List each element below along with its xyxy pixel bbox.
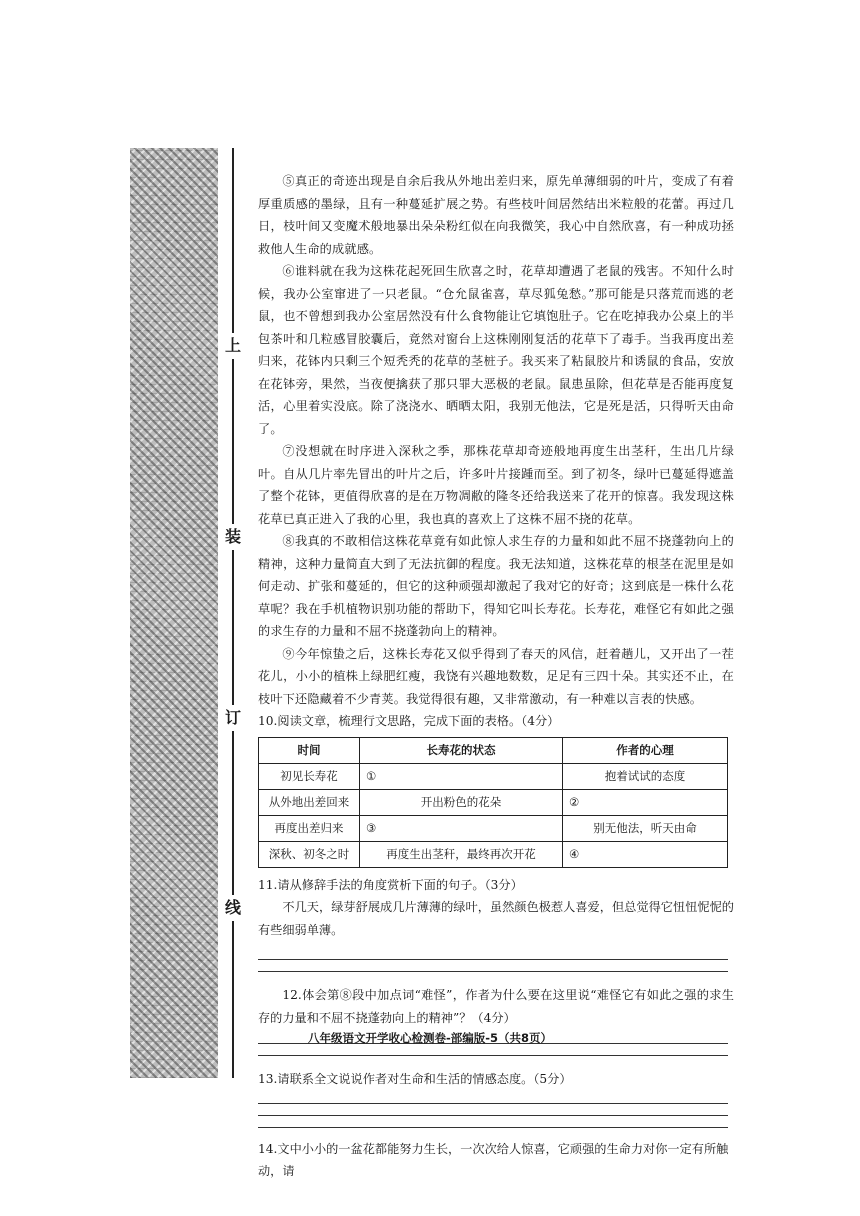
question-10-title: 10.阅读文章，梳理行文思路，完成下面的表格。（4分）: [258, 714, 560, 728]
binding-strip-pattern: [130, 148, 218, 1078]
row-time: 再度出差归来: [259, 815, 360, 841]
question-11-sentence: 不几天，绿芽舒展成几片薄薄的绿叶，虽然颜色极惹人喜爱，但总觉得它忸忸怩怩的有些细弱单薄。: [258, 900, 734, 937]
row-state: 再度生出茎秆，最终再次开花: [360, 841, 563, 867]
answer-blank-4[interactable]: ④: [563, 841, 728, 867]
question-14-title: 14.文中小小的一盆花都能努力生长，一次次给人惊喜，它顽强的生命力对你一定有所触动，请: [258, 1141, 729, 1178]
header-mood: 作者的心理: [563, 737, 728, 763]
binding-char-xian: 线: [218, 895, 248, 921]
header-state: 长寿花的状态: [360, 737, 563, 763]
table-row: [259, 789, 728, 815]
table-header-row: [259, 737, 728, 763]
paragraph-7: ⑦没想就在时序进入深秋之季，那株花草却奇迹般地再度生出茎秆，生出几片绿叶。自从几片率先冒出的叶片之后，许多叶片接踵而至。到了初冬，绿叶已蔓延得遮盖了整个花钵，更值得欣喜的是在万物凋敝的隆冬还给我送来了花开的惊喜。我发现这株花草已真正进入了我的心里，我也真的喜欢上了这株不屈不挠的花草。: [258, 444, 734, 526]
answer-line[interactable]: [258, 1055, 728, 1056]
table-row: [259, 815, 728, 841]
answer-line[interactable]: [258, 1127, 728, 1128]
paragraph-6: ⑥谁料就在我为这株花起死回生欣喜之时，花草却遭遇了老鼠的残害。不知什么时候，我办公室窜进了一只老鼠。“仓允鼠雀喜，草尽狐兔愁。”那可能是只落荒而逃的老鼠，也不曾想到我办公室居然没有什么食物能让它填饱肚子。它在吃掉我办公桌上的半包茶叶和几粒感冒胶囊后，竟然对窗台上这株刚刚复活的花草下了毒手。当我再度出差归来，花钵内只剩三个短秃秃的花草的茎桩子。我买来了粘鼠胶片和诱鼠的食品，安放在花钵旁，果然，当夜便擒获了那只罪大恶极的老鼠。鼠患虽除，但花草是否能再度复活，心里着实没底。除了浇浇水、晒晒太阳，我别无他法，它是死是活，只得听天由命了。: [258, 264, 734, 436]
row-time: 深秋、初冬之时: [259, 841, 360, 867]
answer-blank-1[interactable]: ①: [360, 763, 563, 789]
binding-char-ding: 订: [218, 705, 248, 731]
row-mood: 别无他法，听天由命: [563, 815, 728, 841]
binding-char-zhuang: 装: [218, 524, 248, 550]
table-row: [259, 841, 728, 867]
paragraph-5: ⑤真正的奇迹出现是自余后我从外地出差归来，原先单薄细弱的叶片，变成了有着厚重质感的墨绿，且有一种蔓延扩展之势。有些枝叶间居然结出米粒般的花蕾。再过几日，枝叶间又变魔术般地暴出朵朵粉红似在向我微笑，我心中自然欣喜，有一种成功拯救他人生命的成就感。: [258, 174, 734, 256]
row-mood: 抱着试试的态度: [563, 763, 728, 789]
answer-blank-2[interactable]: ②: [563, 789, 728, 815]
header-time: 时间: [259, 737, 360, 763]
answer-line[interactable]: [258, 971, 728, 972]
question-13-title: 13.请联系全文说说作者对生命和生活的情感态度。（5分）: [258, 1072, 572, 1086]
binding-line: [232, 148, 234, 1078]
page-footer: 八年级语文开学收心检测卷-部编版-5（共8页）: [307, 1031, 553, 1045]
row-time: 从外地出差回来: [259, 789, 360, 815]
paragraph-8: ⑧我真的不敢相信这株花草竟有如此惊人求生存的力量和如此不屈不挠蓬勃向上的精神，这种力量简直大到了无法抗御的程度。我无法知道，这株花草的根茎在泥里是如何走动、扩张和蔓延的，但它的这种顽强却激起了我对它的好奇；这到底是一株什么花草呢？我在手机植物识别功能的帮助下，得知它叫长寿花。长寿花，难怪它有如此之强的求生存的力量和不屈不挠蓬勃向上的精神。: [258, 534, 734, 638]
question-11-title: 11.请从修辞手法的角度赏析下面的句子。（3分）: [258, 877, 523, 892]
table-row: [259, 763, 728, 789]
row-time: 初见长寿花: [259, 763, 360, 789]
answer-line[interactable]: [258, 1103, 728, 1104]
answer-line[interactable]: [258, 1115, 728, 1116]
answer-blank-3[interactable]: ③: [360, 815, 563, 841]
outline-table: [258, 737, 728, 868]
binding-char-shang: 上: [218, 333, 248, 359]
answer-line[interactable]: [258, 959, 728, 960]
paragraph-9: ⑨今年惊蛰之后，这株长寿花又似乎得到了春天的风信，赶着趟儿，又开出了一茬花儿，小小的植株上绿肥红瘦，我饶有兴趣地数数，足足有三四十朵。其实还不止，在枝叶下还隐藏着不少青荚。我觉得很有趣，又非常激动，有一种难以言表的快感。: [258, 646, 734, 706]
question-12-title: 12.体会第⑧段中加点词“难怪”，作者为什么要在这里说“难怪它有如此之强的求生存的力量和不屈不挠蓬勃向上的精神”？（4分）: [258, 988, 734, 1025]
row-state: 开出粉色的花朵: [360, 789, 563, 815]
